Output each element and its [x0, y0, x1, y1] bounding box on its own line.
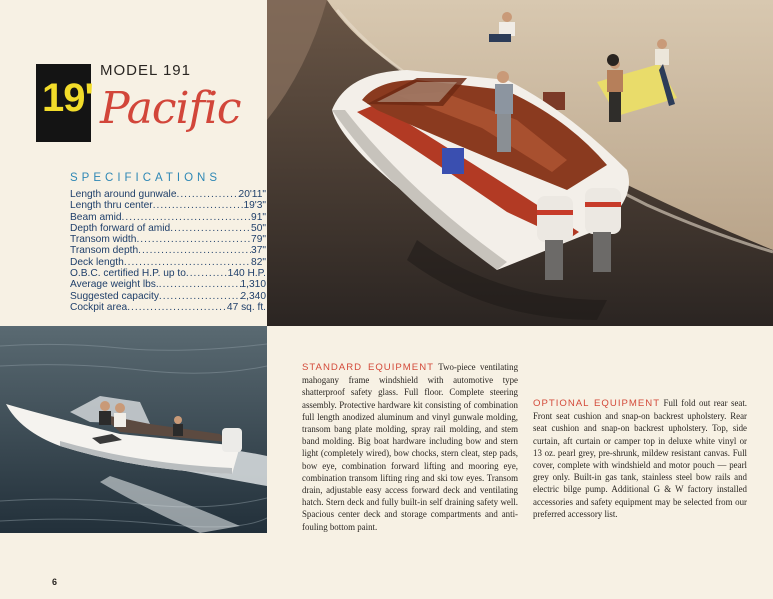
spec-value: 79" — [251, 234, 266, 246]
spec-row — [70, 223, 266, 234]
size-badge — [36, 64, 94, 142]
spec-row — [70, 291, 266, 302]
spec-value: 20'11" — [238, 189, 266, 200]
optional-equipment-heading: OPTIONAL EQUIPMENT — [533, 398, 661, 409]
model-label: MODEL 191 — [100, 62, 191, 79]
spec-row — [70, 212, 266, 223]
spec-row — [70, 302, 266, 313]
spec-value: 82" — [251, 256, 266, 268]
model-name-script: Pacific — [100, 83, 241, 134]
spec-row — [70, 200, 266, 211]
size-badge-text: 19' — [42, 76, 94, 120]
optional-equipment-section — [533, 397, 747, 520]
standard-equipment-section — [302, 361, 518, 533]
spec-value: 37" — [251, 245, 266, 257]
spec-row — [70, 189, 266, 200]
spec-value: 2,340 — [240, 290, 266, 302]
specifications-list — [70, 189, 266, 313]
spec-label: Suggested capacity — [70, 290, 159, 302]
spec-row — [70, 268, 266, 279]
spec-row — [70, 279, 266, 290]
spec-label: Deck length — [70, 256, 124, 268]
optional-equipment-text: Full fold out rear seat. Front seat cushion and snap-on backrest upholstery. Rear seat cushion and snap-on backrest upholstery. Top, side curtain, aft curtain or camper top in deluxe white vinyl or 13 oz. pearl grey, pre-shrunk, mildew resistant canvas. Full cover, complete with windshield and motor pouch — pearl grey only. Built-in gas tank, stainless steel bow rails and electric bilge pump. Additional G & W factory installed accessories and safety equipment may be selected from our preferred accessory list. — [533, 398, 748, 519]
standard-equipment-heading: STANDARD EQUIPMENT — [302, 362, 434, 373]
spec-row — [70, 245, 266, 256]
spec-value: 140 H.P. — [227, 268, 266, 280]
spec-value: 19'3" — [243, 200, 266, 212]
spec-label: Beam amid — [70, 211, 122, 223]
beached-boat-photo — [267, 0, 773, 326]
spec-value: 1,310 — [240, 279, 266, 291]
spec-value: 91" — [251, 211, 266, 223]
spec-label: Cockpit area — [70, 301, 128, 313]
spec-row — [70, 234, 266, 245]
specifications-title: SPECIFICATIONS — [70, 172, 221, 184]
spec-row — [70, 257, 266, 268]
spec-label: Depth forward of amid — [70, 222, 171, 234]
spec-value: 50" — [251, 222, 266, 234]
spec-value: 47 sq. ft. — [226, 301, 266, 313]
spec-label: Transom width — [70, 234, 137, 246]
spec-label: Length thru center — [70, 200, 153, 212]
boat-underway-photo — [0, 326, 267, 533]
spec-label: O.B.C. certified H.P. up to — [70, 268, 186, 280]
spec-label: Transom depth — [70, 245, 139, 257]
spec-label: Average weight lbs. — [70, 279, 159, 291]
standard-equipment-text: Two-piece ventilating mahogany frame windshield with automotive type shatterproof safety glass. Full floor. Complete steering assembly. Protective hardware kit consisting of combination full length anodized aluminum and vinyl gunwale molding, transom bang plate molding, spray rail molding, and stem band molding. Big boat hardware including bow and stern light (completely wired), bow chocks, stern cleat, step pads, bow eye, combination forward lifting and mooring eye, combination transom lifting ring and ski tow eyes. Transom drain, adjustable easy access forward deck and ventilating hatch. Stern deck and fully built-in self draining safety well. Spacious center deck and storage compartments and anti-fouling bottom paint. — [302, 362, 519, 532]
page-number: 6 — [52, 577, 58, 587]
spec-label: Length around gunwale — [70, 189, 177, 200]
